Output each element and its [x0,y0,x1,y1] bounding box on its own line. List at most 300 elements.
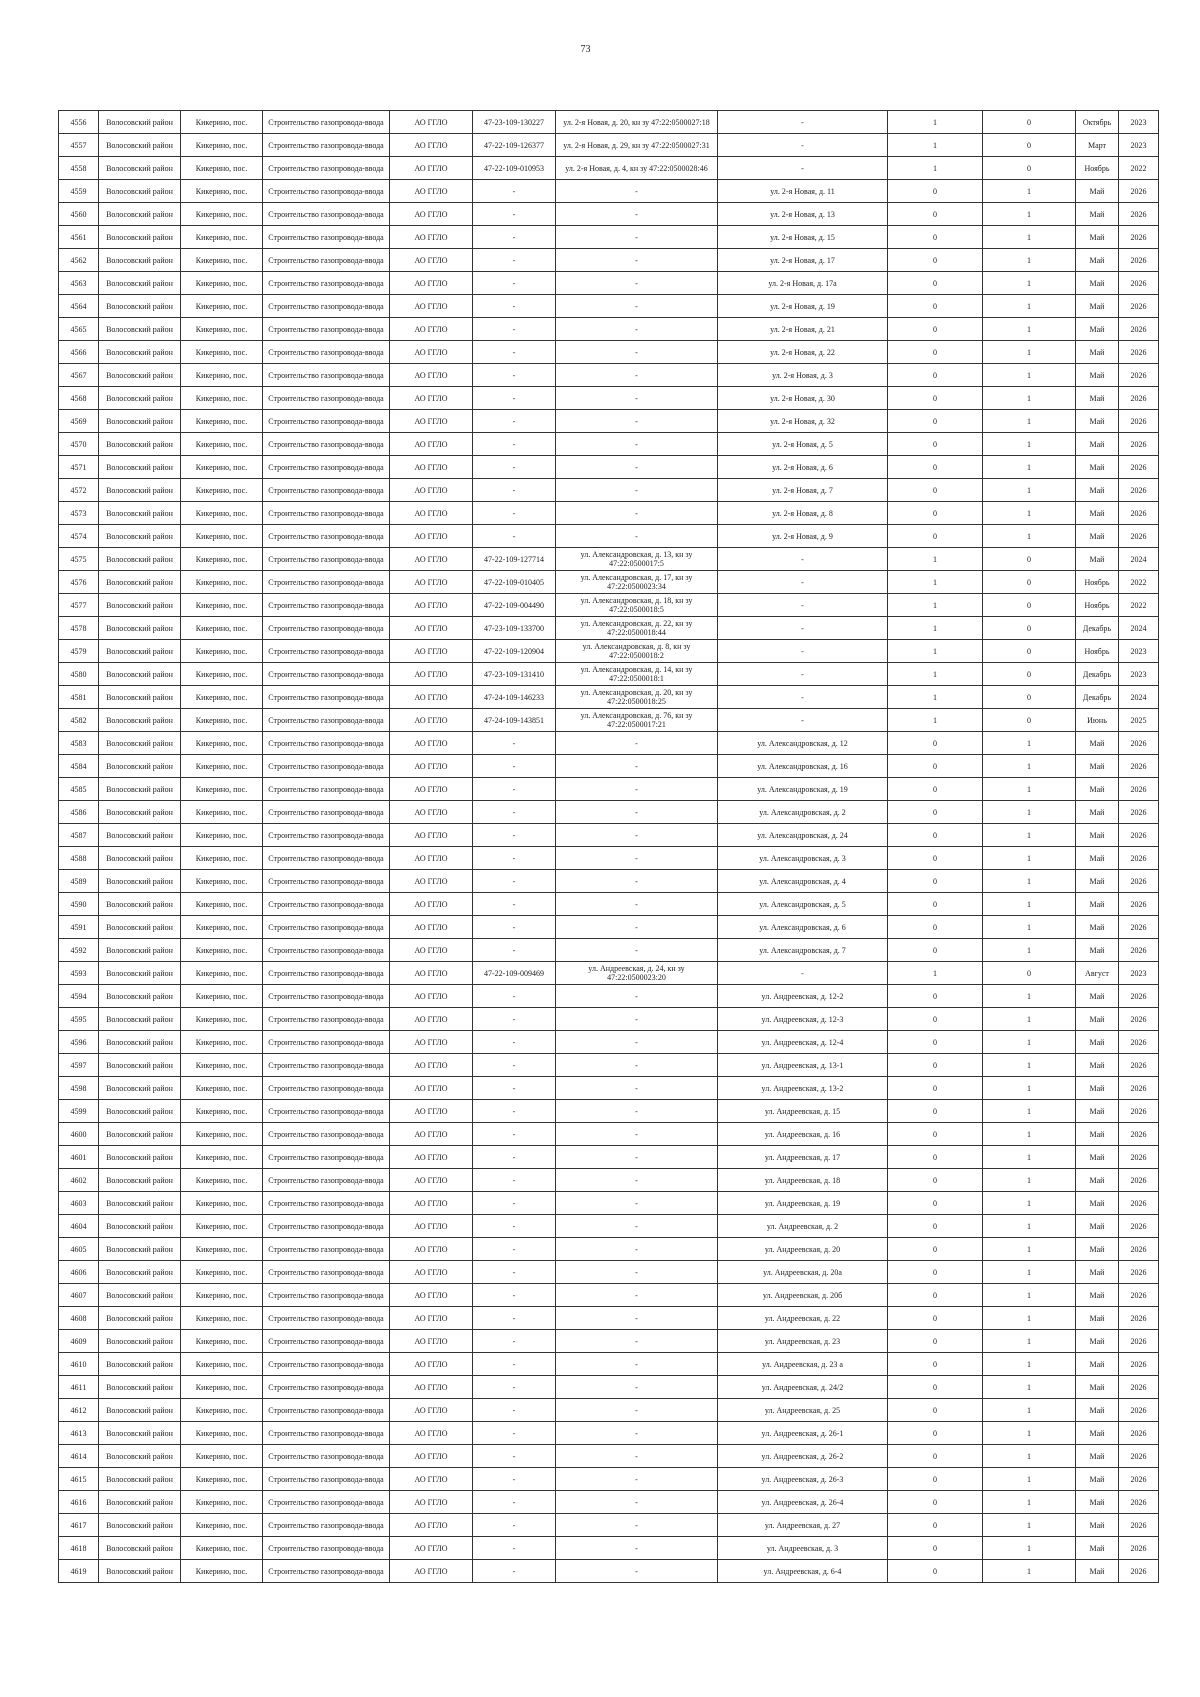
application-number-cell: - [473,1422,556,1445]
work-type-cell: Строительство газопровода-ввода [263,295,390,318]
planned-address-cell: - [718,548,888,571]
table-row [59,180,1159,203]
district-cell: Волосовский район [99,180,181,203]
month-cell: Май [1076,433,1119,456]
table-row [59,341,1159,364]
year-cell: 2023 [1119,663,1159,686]
organization-cell: АО ГГЛО [390,548,473,571]
work-type-cell: Строительство газопровода-ввода [263,341,390,364]
district-cell: Волосовский район [99,663,181,686]
planned-count-cell: 1 [983,1376,1076,1399]
cadastral-address-cell: - [556,1399,718,1422]
application-number-cell: - [473,1077,556,1100]
work-type-cell: Строительство газопровода-ввода [263,456,390,479]
planned-count-cell: 1 [983,456,1076,479]
cadastral-address-cell: ул. Александровская, д. 22, кн зу 47:22:0500018:44 [556,617,718,640]
year-cell: 2026 [1119,985,1159,1008]
year-cell: 2024 [1119,548,1159,571]
planned-address-cell: - [718,663,888,686]
count-cell: 0 [888,1330,983,1353]
year-cell: 2026 [1119,1514,1159,1537]
settlement-cell: Кикерино, пос. [181,1238,263,1261]
row-number-cell: 4593 [59,962,99,985]
planned-count-cell: 1 [983,249,1076,272]
organization-cell: АО ГГЛО [390,1100,473,1123]
month-cell: Май [1076,1123,1119,1146]
row-number-cell: 4558 [59,157,99,180]
table-row [59,1054,1159,1077]
district-cell: Волосовский район [99,410,181,433]
application-number-cell: 47-22-109-010953 [473,157,556,180]
cadastral-address-cell: - [556,1307,718,1330]
district-cell: Волосовский район [99,1169,181,1192]
settlement-cell: Кикерино, пос. [181,1284,263,1307]
application-number-cell: - [473,456,556,479]
planned-address-cell: - [718,709,888,732]
work-type-cell: Строительство газопровода-ввода [263,1422,390,1445]
organization-cell: АО ГГЛО [390,1284,473,1307]
planned-count-cell: 1 [983,1399,1076,1422]
application-number-cell: - [473,985,556,1008]
settlement-cell: Кикерино, пос. [181,985,263,1008]
count-cell: 0 [888,1123,983,1146]
register-body [59,111,1159,1583]
district-cell: Волосовский район [99,1077,181,1100]
district-cell: Волосовский район [99,1468,181,1491]
planned-address-cell: ул. 2-я Новая, д. 11 [718,180,888,203]
application-number-cell: - [473,341,556,364]
settlement-cell: Кикерино, пос. [181,1123,263,1146]
settlement-cell: Кикерино, пос. [181,1077,263,1100]
planned-count-cell: 1 [983,1031,1076,1054]
work-type-cell: Строительство газопровода-ввода [263,1261,390,1284]
cadastral-address-cell: - [556,870,718,893]
table-row [59,272,1159,295]
count-cell: 0 [888,318,983,341]
organization-cell: АО ГГЛО [390,1146,473,1169]
organization-cell: АО ГГЛО [390,364,473,387]
district-cell: Волосовский район [99,1100,181,1123]
planned-count-cell: 1 [983,318,1076,341]
settlement-cell: Кикерино, пос. [181,709,263,732]
district-cell: Волосовский район [99,755,181,778]
cadastral-address-cell: - [556,203,718,226]
work-type-cell: Строительство газопровода-ввода [263,1537,390,1560]
year-cell: 2026 [1119,1491,1159,1514]
count-cell: 0 [888,1560,983,1583]
planned-count-cell: 1 [983,410,1076,433]
table-row [59,617,1159,640]
row-number-cell: 4594 [59,985,99,1008]
cadastral-address-cell: - [556,1146,718,1169]
row-number-cell: 4600 [59,1123,99,1146]
planned-address-cell: ул. Андреевская, д. 26-3 [718,1468,888,1491]
cadastral-address-cell: - [556,1238,718,1261]
organization-cell: АО ГГЛО [390,295,473,318]
planned-address-cell: ул. 2-я Новая, д. 21 [718,318,888,341]
count-cell: 0 [888,985,983,1008]
district-cell: Волосовский район [99,1514,181,1537]
count-cell: 1 [888,548,983,571]
cadastral-address-cell: - [556,318,718,341]
work-type-cell: Строительство газопровода-ввода [263,387,390,410]
month-cell: Май [1076,801,1119,824]
cadastral-address-cell: - [556,272,718,295]
application-number-cell: - [473,1560,556,1583]
count-cell: 0 [888,1284,983,1307]
month-cell: Май [1076,1284,1119,1307]
organization-cell: АО ГГЛО [390,640,473,663]
application-number-cell: - [473,1054,556,1077]
cadastral-address-cell: - [556,778,718,801]
month-cell: Май [1076,226,1119,249]
district-cell: Волосовский район [99,364,181,387]
organization-cell: АО ГГЛО [390,502,473,525]
planned-address-cell: ул. 2-я Новая, д. 30 [718,387,888,410]
row-number-cell: 4591 [59,916,99,939]
count-cell: 1 [888,686,983,709]
year-cell: 2023 [1119,111,1159,134]
count-cell: 0 [888,502,983,525]
settlement-cell: Кикерино, пос. [181,272,263,295]
organization-cell: АО ГГЛО [390,571,473,594]
application-number-cell: - [473,916,556,939]
month-cell: Май [1076,249,1119,272]
row-number-cell: 4570 [59,433,99,456]
planned-count-cell: 1 [983,1445,1076,1468]
row-number-cell: 4576 [59,571,99,594]
district-cell: Волосовский район [99,1330,181,1353]
cadastral-address-cell: - [556,1514,718,1537]
row-number-cell: 4575 [59,548,99,571]
application-number-cell: - [473,755,556,778]
settlement-cell: Кикерино, пос. [181,111,263,134]
application-number-cell: 47-23-109-130227 [473,111,556,134]
organization-cell: АО ГГЛО [390,341,473,364]
settlement-cell: Кикерино, пос. [181,456,263,479]
month-cell: Май [1076,1215,1119,1238]
work-type-cell: Строительство газопровода-ввода [263,249,390,272]
count-cell: 0 [888,732,983,755]
cadastral-address-cell: - [556,295,718,318]
row-number-cell: 4599 [59,1100,99,1123]
table-row [59,1146,1159,1169]
count-cell: 1 [888,663,983,686]
year-cell: 2026 [1119,1008,1159,1031]
planned-count-cell: 0 [983,962,1076,985]
year-cell: 2026 [1119,295,1159,318]
row-number-cell: 4614 [59,1445,99,1468]
row-number-cell: 4579 [59,640,99,663]
table-row [59,1238,1159,1261]
table-row [59,1399,1159,1422]
district-cell: Волосовский район [99,502,181,525]
district-cell: Волосовский район [99,318,181,341]
organization-cell: АО ГГЛО [390,1537,473,1560]
application-number-cell: - [473,1537,556,1560]
planned-address-cell: ул. Андреевская, д. 2 [718,1215,888,1238]
organization-cell: АО ГГЛО [390,870,473,893]
work-type-cell: Строительство газопровода-ввода [263,111,390,134]
application-number-cell: - [473,1031,556,1054]
planned-address-cell: ул. Андреевская, д. 19 [718,1192,888,1215]
cadastral-address-cell: ул. Александровская, д. 13, кн зу 47:22:0500017:5 [556,548,718,571]
row-number-cell: 4609 [59,1330,99,1353]
row-number-cell: 4564 [59,295,99,318]
planned-address-cell: ул. Александровская, д. 16 [718,755,888,778]
year-cell: 2026 [1119,1238,1159,1261]
application-number-cell: - [473,1307,556,1330]
application-number-cell: 47-22-109-120904 [473,640,556,663]
organization-cell: АО ГГЛО [390,318,473,341]
planned-count-cell: 1 [983,525,1076,548]
settlement-cell: Кикерино, пос. [181,433,263,456]
cadastral-address-cell: - [556,1468,718,1491]
planned-count-cell: 1 [983,295,1076,318]
month-cell: Май [1076,1146,1119,1169]
settlement-cell: Кикерино, пос. [181,870,263,893]
planned-address-cell: ул. Андреевская, д. 20а [718,1261,888,1284]
application-number-cell: - [473,479,556,502]
table-row [59,1284,1159,1307]
planned-count-cell: 1 [983,1215,1076,1238]
year-cell: 2023 [1119,962,1159,985]
year-cell: 2026 [1119,755,1159,778]
count-cell: 0 [888,1054,983,1077]
application-number-cell: 47-22-109-010405 [473,571,556,594]
row-number-cell: 4618 [59,1537,99,1560]
year-cell: 2026 [1119,847,1159,870]
cadastral-address-cell: - [556,1123,718,1146]
organization-cell: АО ГГЛО [390,893,473,916]
district-cell: Волосовский район [99,893,181,916]
count-cell: 0 [888,801,983,824]
work-type-cell: Строительство газопровода-ввода [263,663,390,686]
month-cell: Май [1076,479,1119,502]
row-number-cell: 4610 [59,1353,99,1376]
year-cell: 2026 [1119,180,1159,203]
planned-address-cell: ул. Андреевская, д. 12-2 [718,985,888,1008]
district-cell: Волосовский район [99,387,181,410]
work-type-cell: Строительство газопровода-ввода [263,433,390,456]
table-row [59,939,1159,962]
row-number-cell: 4566 [59,341,99,364]
work-type-cell: Строительство газопровода-ввода [263,709,390,732]
organization-cell: АО ГГЛО [390,1399,473,1422]
month-cell: Май [1076,893,1119,916]
planned-count-cell: 1 [983,203,1076,226]
application-number-cell: - [473,847,556,870]
count-cell: 0 [888,1399,983,1422]
row-number-cell: 4605 [59,1238,99,1261]
organization-cell: АО ГГЛО [390,732,473,755]
table-row [59,1537,1159,1560]
planned-address-cell: ул. Александровская, д. 3 [718,847,888,870]
planned-count-cell: 0 [983,709,1076,732]
work-type-cell: Строительство газопровода-ввода [263,479,390,502]
settlement-cell: Кикерино, пос. [181,525,263,548]
organization-cell: АО ГГЛО [390,456,473,479]
planned-count-cell: 0 [983,111,1076,134]
work-type-cell: Строительство газопровода-ввода [263,1146,390,1169]
planned-address-cell: ул. 2-я Новая, д. 3 [718,364,888,387]
planned-count-cell: 0 [983,134,1076,157]
month-cell: Ноябрь [1076,157,1119,180]
district-cell: Волосовский район [99,1445,181,1468]
work-type-cell: Строительство газопровода-ввода [263,272,390,295]
month-cell: Май [1076,1445,1119,1468]
settlement-cell: Кикерино, пос. [181,1514,263,1537]
count-cell: 0 [888,893,983,916]
month-cell: Май [1076,410,1119,433]
planned-address-cell: ул. 2-я Новая, д. 22 [718,341,888,364]
month-cell: Май [1076,1514,1119,1537]
organization-cell: АО ГГЛО [390,1031,473,1054]
organization-cell: АО ГГЛО [390,226,473,249]
planned-address-cell: ул. Андреевская, д. 26-1 [718,1422,888,1445]
organization-cell: АО ГГЛО [390,1169,473,1192]
row-number-cell: 4561 [59,226,99,249]
planned-address-cell: ул. 2-я Новая, д. 6 [718,456,888,479]
year-cell: 2026 [1119,1330,1159,1353]
application-number-cell: - [473,1123,556,1146]
row-number-cell: 4590 [59,893,99,916]
table-row [59,732,1159,755]
month-cell: Май [1076,1537,1119,1560]
organization-cell: АО ГГЛО [390,1560,473,1583]
settlement-cell: Кикерино, пос. [181,801,263,824]
settlement-cell: Кикерино, пос. [181,1537,263,1560]
planned-address-cell: ул. 2-я Новая, д. 19 [718,295,888,318]
cadastral-address-cell: ул. Александровская, д. 17, кн зу 47:22:0500023:34 [556,571,718,594]
month-cell: Ноябрь [1076,640,1119,663]
application-number-cell: - [473,318,556,341]
table-row [59,410,1159,433]
year-cell: 2026 [1119,1284,1159,1307]
table-row [59,571,1159,594]
planned-count-cell: 0 [983,686,1076,709]
year-cell: 2026 [1119,203,1159,226]
row-number-cell: 4563 [59,272,99,295]
month-cell: Июнь [1076,709,1119,732]
planned-address-cell: ул. Андреевская, д. 18 [718,1169,888,1192]
table-row [59,525,1159,548]
work-type-cell: Строительство газопровода-ввода [263,847,390,870]
organization-cell: АО ГГЛО [390,686,473,709]
planned-count-cell: 1 [983,1238,1076,1261]
planned-count-cell: 1 [983,272,1076,295]
application-number-cell: - [473,870,556,893]
year-cell: 2026 [1119,732,1159,755]
month-cell: Май [1076,1077,1119,1100]
organization-cell: АО ГГЛО [390,1123,473,1146]
organization-cell: АО ГГЛО [390,755,473,778]
district-cell: Волосовский район [99,870,181,893]
year-cell: 2026 [1119,525,1159,548]
application-number-cell: 47-24-109-146233 [473,686,556,709]
work-type-cell: Строительство газопровода-ввода [263,1215,390,1238]
planned-address-cell: ул. Александровская, д. 24 [718,824,888,847]
settlement-cell: Кикерино, пос. [181,686,263,709]
table-row [59,893,1159,916]
count-cell: 0 [888,847,983,870]
settlement-cell: Кикерино, пос. [181,1560,263,1583]
row-number-cell: 4596 [59,1031,99,1054]
organization-cell: АО ГГЛО [390,801,473,824]
district-cell: Волосовский район [99,525,181,548]
count-cell: 0 [888,341,983,364]
organization-cell: АО ГГЛО [390,1491,473,1514]
table-row [59,134,1159,157]
district-cell: Волосовский район [99,1422,181,1445]
organization-cell: АО ГГЛО [390,272,473,295]
settlement-cell: Кикерино, пос. [181,594,263,617]
work-type-cell: Строительство газопровода-ввода [263,525,390,548]
work-type-cell: Строительство газопровода-ввода [263,939,390,962]
application-number-cell: - [473,364,556,387]
work-type-cell: Строительство газопровода-ввода [263,226,390,249]
district-cell: Волосовский район [99,1008,181,1031]
work-type-cell: Строительство газопровода-ввода [263,893,390,916]
work-type-cell: Строительство газопровода-ввода [263,962,390,985]
planned-count-cell: 1 [983,1261,1076,1284]
planned-count-cell: 1 [983,1077,1076,1100]
settlement-cell: Кикерино, пос. [181,962,263,985]
month-cell: Май [1076,1353,1119,1376]
work-type-cell: Строительство газопровода-ввода [263,1376,390,1399]
district-cell: Волосовский район [99,709,181,732]
cadastral-address-cell: - [556,847,718,870]
table-row [59,295,1159,318]
row-number-cell: 4581 [59,686,99,709]
page-number: 73 [580,44,591,55]
planned-address-cell: ул. Александровская, д. 6 [718,916,888,939]
count-cell: 1 [888,962,983,985]
application-number-cell: - [473,1399,556,1422]
organization-cell: АО ГГЛО [390,387,473,410]
row-number-cell: 4585 [59,778,99,801]
work-type-cell: Строительство газопровода-ввода [263,916,390,939]
work-type-cell: Строительство газопровода-ввода [263,502,390,525]
count-cell: 0 [888,755,983,778]
work-type-cell: Строительство газопровода-ввода [263,640,390,663]
count-cell: 0 [888,387,983,410]
planned-address-cell: - [718,962,888,985]
planned-count-cell: 1 [983,1560,1076,1583]
work-type-cell: Строительство газопровода-ввода [263,1054,390,1077]
cadastral-address-cell: - [556,1169,718,1192]
cadastral-address-cell: - [556,1491,718,1514]
planned-count-cell: 1 [983,1537,1076,1560]
application-number-cell: 47-22-109-004490 [473,594,556,617]
count-cell: 0 [888,525,983,548]
year-cell: 2023 [1119,640,1159,663]
district-cell: Волосовский район [99,226,181,249]
application-number-cell: - [473,1330,556,1353]
month-cell: Май [1076,456,1119,479]
table-row [59,226,1159,249]
application-number-cell: - [473,1238,556,1261]
count-cell: 1 [888,709,983,732]
year-cell: 2026 [1119,456,1159,479]
row-number-cell: 4589 [59,870,99,893]
organization-cell: АО ГГЛО [390,111,473,134]
table-row [59,709,1159,732]
count-cell: 0 [888,203,983,226]
planned-count-cell: 1 [983,502,1076,525]
settlement-cell: Кикерино, пос. [181,1215,263,1238]
work-type-cell: Строительство газопровода-ввода [263,985,390,1008]
